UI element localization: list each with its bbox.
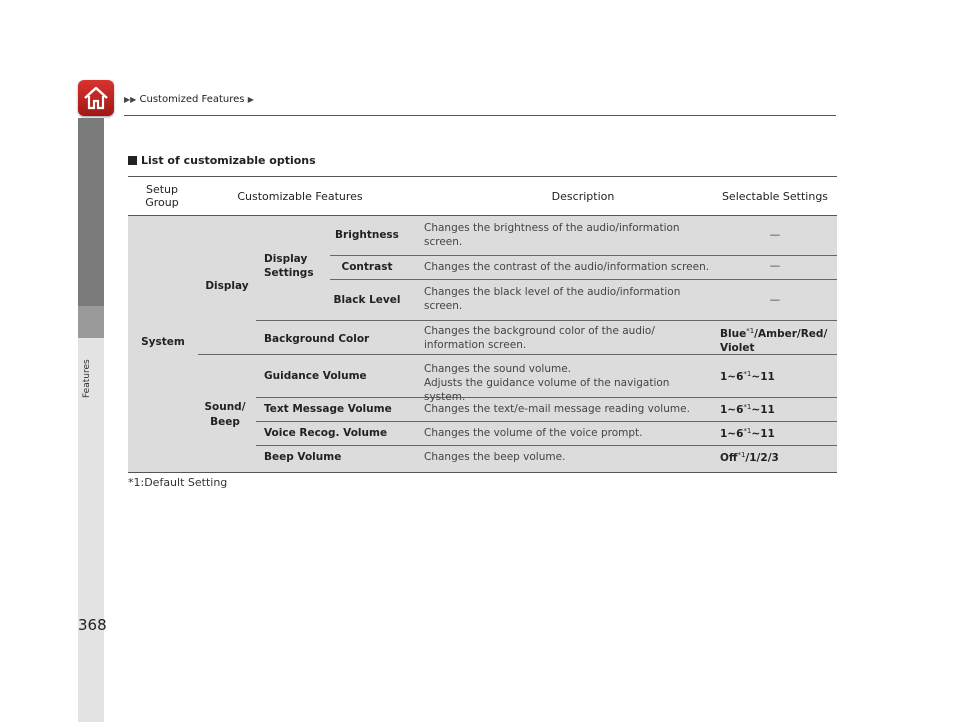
row-guidance-feature: Guidance Volume bbox=[264, 370, 367, 382]
subgroup-display: Display bbox=[205, 280, 249, 292]
row-guidance-desc: Changes the sound volume. Adjusts the guidance volume of the navigation system. bbox=[424, 363, 670, 403]
row-beep-feature: Beep Volume bbox=[264, 451, 342, 463]
row-black-level-feature: Black Level bbox=[333, 294, 401, 306]
row-brightness-desc: Changes the brightness of the audio/information screen. bbox=[424, 222, 680, 248]
row-voice-recog-setting: 1~6$^{*1}$~11 bbox=[720, 427, 775, 440]
breadcrumb-arrow-icon: ▶▶ bbox=[124, 95, 137, 104]
divider-text bbox=[256, 421, 837, 422]
header-description: Description bbox=[551, 189, 615, 203]
divider-brightness bbox=[330, 255, 837, 256]
divider-contrast bbox=[330, 279, 837, 280]
side-tab-label: Features bbox=[82, 359, 92, 398]
breadcrumb-item[interactable]: Customized Features bbox=[139, 94, 245, 105]
row-bg-color-feature: Background Color bbox=[264, 333, 370, 345]
row-bg-color-desc: Changes the background color of the audio/ information screen. bbox=[424, 325, 655, 351]
row-beep-desc: Changes the beep volume. bbox=[424, 451, 566, 463]
row-voice-recog-desc: Changes the volume of the voice prompt. bbox=[424, 427, 643, 439]
row-black-level-desc: Changes the black level of the audio/information screen. bbox=[424, 286, 681, 312]
table-header bbox=[128, 176, 837, 216]
row-brightness-setting: — bbox=[769, 229, 781, 241]
display-settings-label: Display Settings bbox=[264, 253, 314, 279]
divider-voice bbox=[256, 445, 837, 446]
header-settings: Selectable Settings bbox=[721, 189, 829, 203]
table-body bbox=[128, 216, 837, 473]
row-contrast-setting: — bbox=[769, 260, 781, 272]
row-brightness-feature: Brightness bbox=[335, 229, 399, 241]
home-icon bbox=[82, 84, 110, 112]
section-title: List of customizable options bbox=[128, 154, 316, 167]
header-features: Customizable Features bbox=[237, 189, 363, 203]
page-number: 368 bbox=[78, 616, 107, 634]
breadcrumb[interactable] bbox=[124, 94, 254, 105]
row-guidance-setting: 1~6$^{*1}$~11 bbox=[720, 370, 775, 383]
row-beep-setting: Off$^{*1}$/1/2/3 bbox=[720, 451, 779, 464]
side-tab-dark bbox=[78, 118, 104, 306]
subgroup-sound: Sound/ Beep bbox=[204, 401, 246, 428]
divider-display-bg bbox=[256, 320, 837, 321]
row-bg-color-setting: Blue$^{*1}$/Amber/Red/ Violet bbox=[720, 327, 828, 354]
row-text-msg-desc: Changes the text/e-mail message reading volume. bbox=[424, 403, 690, 415]
footnote: *1:Default Setting bbox=[128, 476, 228, 489]
options-table bbox=[128, 176, 837, 473]
home-button[interactable] bbox=[78, 80, 114, 116]
header-rule bbox=[124, 115, 836, 116]
row-contrast-feature: Contrast bbox=[341, 261, 393, 273]
square-bullet-icon bbox=[128, 156, 137, 165]
row-voice-recog-feature: Voice Recog. Volume bbox=[264, 427, 388, 439]
header-setup-group: Setup Group bbox=[145, 183, 179, 209]
row-black-level-setting: — bbox=[769, 294, 781, 306]
row-text-msg-feature: Text Message Volume bbox=[264, 403, 392, 415]
row-text-msg-setting: 1~6$^{*1}$~11 bbox=[720, 403, 775, 416]
group-system: System bbox=[141, 336, 185, 348]
breadcrumb-arrow-icon: ▶ bbox=[247, 95, 254, 104]
side-tab-mid bbox=[78, 306, 104, 338]
row-contrast-desc: Changes the contrast of the audio/information screen. bbox=[424, 261, 710, 273]
